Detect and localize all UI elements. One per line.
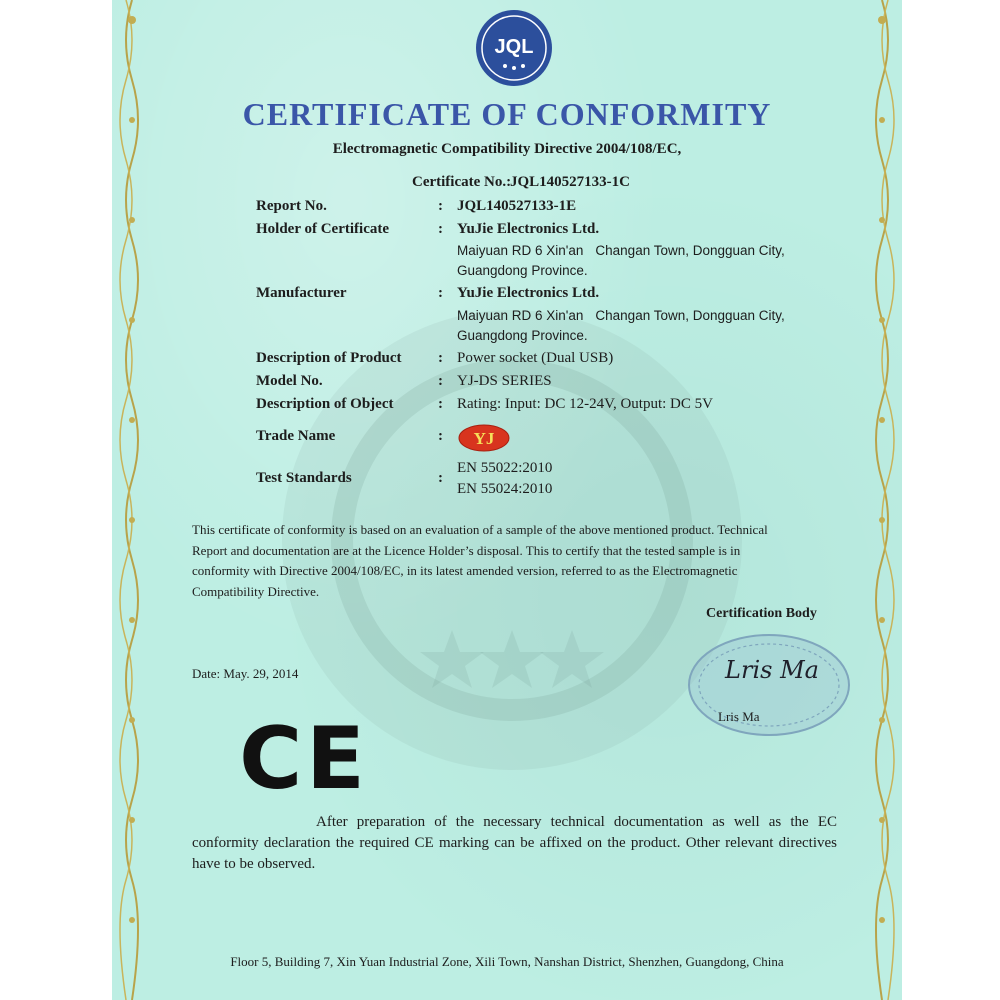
- closing-statement: After preparation of the necessary technical documentation as well as the EC conformity declaration the required CE marking can be affixed on the product. Other relevant directives have to be observed.: [192, 814, 837, 872]
- yj-logo-text: YJ: [473, 429, 495, 448]
- object-value: Rating: Input: DC 12-24V, Output: DC 5V: [457, 396, 713, 412]
- statement-line-2: Report and documentation are at the Licence Holder’s disposal. This to certify that the tested sample is in: [192, 542, 741, 558]
- ce-mark: [239, 709, 369, 809]
- footer-address: Floor 5, Building 7, Xin Yuan Industrial Zone, Xili Town, Nanshan District, Shenzhen, Guangdong, China: [230, 954, 784, 969]
- holder-colon: :: [438, 221, 443, 237]
- manufacturer-address-line1: [457, 308, 785, 323]
- report-no-value: JQL140527133-1E: [457, 198, 577, 214]
- manufacturer-address-part-a: Maiyuan RD 6 Xin'an: [457, 308, 584, 323]
- manufacturer-label: Manufacturer: [256, 285, 347, 301]
- holder-address-part-b: Changan Town, Dongguan City,: [595, 243, 785, 258]
- model-value: YJ-DS SERIES: [457, 373, 552, 389]
- statement-line-3: conformity with Directive 2004/108/EC, in its latest amended version, referred to as the Electromagnetic: [192, 563, 738, 578]
- object-label: Description of Object: [256, 396, 394, 412]
- report-no-label: Report No.: [256, 198, 327, 214]
- certification-stamp: [686, 632, 852, 738]
- certificate-title: CERTIFICATE OF CONFORMITY: [242, 96, 772, 132]
- ce-mark-text: CE: [239, 709, 369, 809]
- logo-text: JQL: [494, 36, 534, 58]
- certificate-no-label: Certificate No.:: [412, 174, 512, 190]
- manufacturer-address-part-b: Changan Town, Dongguan City,: [595, 308, 785, 323]
- trade-name-colon: :: [438, 428, 443, 444]
- holder-address-line2: Guangdong Province.: [457, 263, 588, 278]
- directive-subtitle: Electromagnetic Compatibility Directive 2004/108/EC,: [332, 141, 682, 157]
- issue-date: Date: May. 29, 2014: [192, 666, 299, 681]
- holder-name: YuJie Electronics Ltd.: [457, 221, 600, 237]
- holder-address-part-a: Maiyuan RD 6 Xin'an: [457, 243, 584, 258]
- standards-colon: :: [438, 470, 443, 486]
- model-colon: :: [438, 373, 443, 389]
- jql-logo: [474, 8, 554, 88]
- standards-label: Test Standards: [256, 470, 352, 486]
- holder-label: Holder of Certificate: [256, 221, 390, 237]
- product-label: Description of Product: [256, 350, 402, 366]
- signature: Lris Ma: [725, 656, 819, 684]
- certificate-no-value: JQL140527133-1C: [510, 174, 630, 190]
- conformity-statement: [192, 520, 842, 602]
- report-no-colon: :: [438, 198, 443, 214]
- yj-trade-logo: [458, 424, 510, 452]
- manufacturer-name: YuJie Electronics Ltd.: [457, 285, 600, 301]
- model-label: Model No.: [256, 373, 323, 389]
- certification-body-label: Certification Body: [706, 606, 817, 621]
- object-colon: :: [438, 396, 443, 412]
- statement-line-4: Compatibility Directive.: [192, 583, 320, 599]
- product-colon: :: [438, 350, 443, 366]
- standard-2: EN 55024:2010: [457, 481, 553, 497]
- manufacturer-colon: :: [438, 285, 443, 301]
- product-value: Power socket (Dual USB): [457, 350, 614, 366]
- signer-name: Lris Ma: [718, 709, 760, 724]
- trade-name-label: Trade Name: [256, 428, 336, 444]
- certificate-page: [112, 0, 902, 1000]
- holder-address-line1: [457, 243, 785, 258]
- statement-line-1: This certificate of conformity is based on an evaluation of a sample of the above mentioned product. Technical: [192, 522, 768, 537]
- standard-1: EN 55022:2010: [457, 460, 553, 476]
- manufacturer-address-line2: Guangdong Province.: [457, 328, 588, 343]
